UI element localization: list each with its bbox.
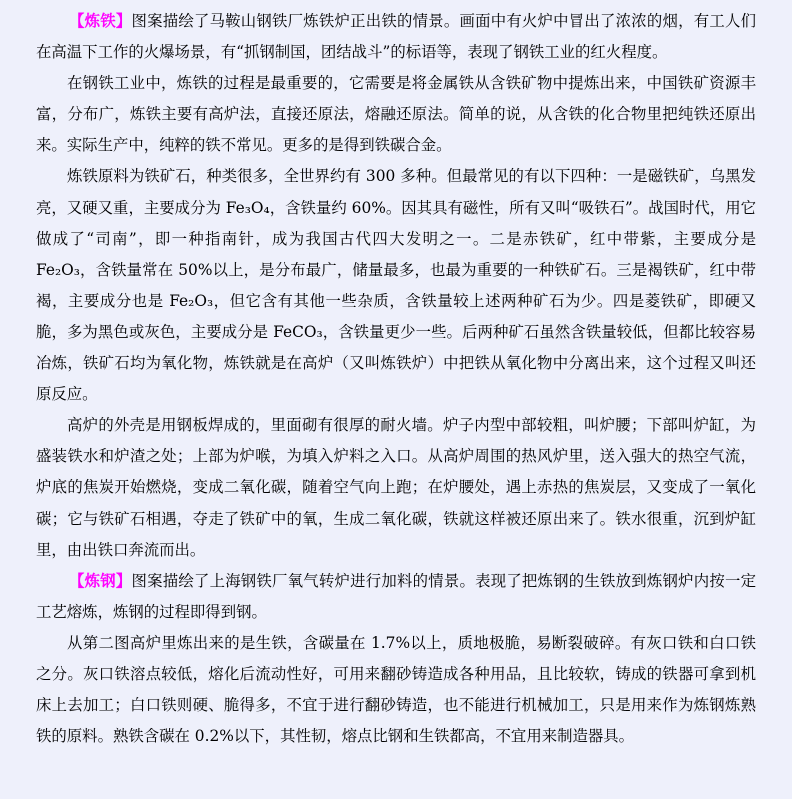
section-tag-steelmaking: 【炼钢】 [69,571,132,590]
paragraph-text: 图案描绘了马鞍山钢铁厂炼铁炉正出铁的情景。画面中有火炉中冒出了浓浓的烟，有工人们在高温下工作的火爆场景，有“抓钢制国，团结战斗”的标语等，表现了钢铁工业的红火程度。 [36,12,756,62]
paragraph-steelmaking-intro [36,566,756,628]
paragraph-iron-ores [36,161,756,410]
paragraph-ironmaking-process [36,68,756,161]
article-body [36,6,756,752]
section-tag-ironmaking: 【炼铁】 [69,12,132,30]
paragraph-text: 高炉的外壳是用钢板焊成的，里面砌有很厚的耐火墙。炉子内型中部较粗，叫炉腰；下部叫炉缸，为盛装铁水和炉渣之处；上部为炉喉，为填入炉料之入口。从高炉周围的热风炉里，送入强大的热空气流，炉底的焦炭开始燃烧，变成二氧化碳，随着空气向上跑；在炉腰处，遇上赤热的焦炭层，又变成了一氧化碳；它与铁矿石相遇，夺走了铁矿中的氧，生成二氧化碳，铁就这样被还原出来了。铁水很重，沉到炉缸里，由出铁口奔流而出。 [36,416,756,559]
paragraph-text: 图案描绘了上海钢铁厂氧气转炉进行加料的情景。表现了把炼钢的生铁放到炼钢炉内按一定工艺熔炼，炼钢的过程即得到钢。 [36,571,756,621]
paragraph-pig-iron [36,628,756,752]
paragraph-blast-furnace [36,410,756,565]
paragraph-ironmaking-intro [36,6,756,68]
paragraph-text: 从第二图高炉里炼出来的是生铁，含碳量在 1.7%以上，质地极脆，易断裂破碎。有灰口铁和白口铁之分。灰口铁溶点较低，熔化后流动性好，可用来翻砂铸造成各种用品，且比较软，铸成的铁器可拿到机床上去加工；白口铁则硬、脆得多，不宜于进行翻砂铸造，也不能进行机械加工，只是用来作为炼钢炼熟铁的原料。熟铁含碳在 0.2%以下，其性韧，熔点比钢和生铁都高，不宜用来制造器具。 [36,633,756,746]
paragraph-text: 炼铁原料为铁矿石，种类很多，全世界约有 300 多种。但最常见的有以下四种：一是磁铁矿，乌黑发亮，又硬又重，主要成分为 Fe₃O₄，含铁量约 60%。因其具有磁性，所有又叫“吸铁石”。战国时代，用它做成了“司南”，即一种指南针，成为我国古代四大发明之一。二是赤铁矿，红中带紫，主要成分是 Fe₂O₃，含铁量常在 50%以上，是分布最广，储量最多，也最为重要的一种铁矿石。三是褐铁矿，红中带褐，主要成分也是 Fe₂O₃，但它含有其他一些杂质，含铁量较上述两种矿石为少。四是菱铁矿，即硬又脆，多为黑色或灰色，主要成分是 FeCO₃，含铁量更少一些。后两种矿石虽然含铁量较低，但都比较容易冶炼，铁矿石均为氧化物，炼铁就是在高炉（又叫炼铁炉）中把铁从氧化物中分离出来，这个过程又叫还原反应。 [36,167,756,404]
paragraph-text: 在钢铁工业中，炼铁的过程是最重要的，它需要是将金属铁从含铁矿物中提炼出来，中国铁矿资源丰富，分布广，炼铁主要有高炉法，直接还原法，熔融还原法。简单的说，从含铁的化合物里把纯铁还原出来。实际生产中，纯粹的铁不常见。更多的是得到铁碳合金。 [36,74,756,155]
